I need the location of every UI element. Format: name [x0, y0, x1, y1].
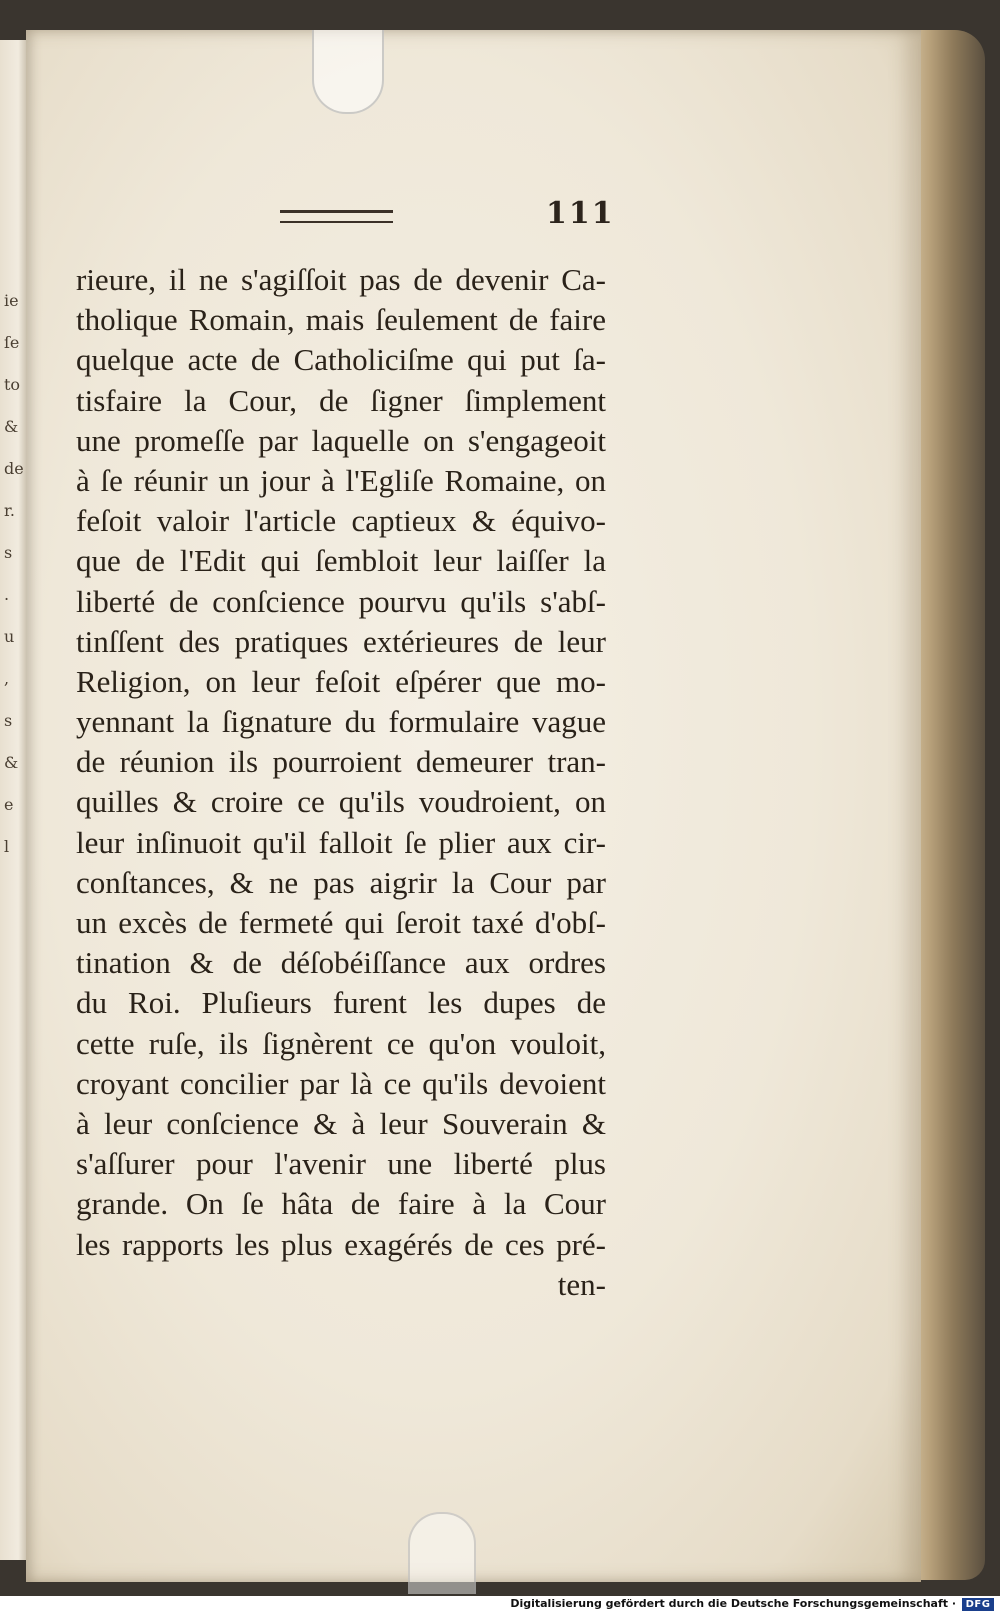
top-clip [312, 30, 384, 114]
text-line: de réunion ils pourroient demeurer tran- [76, 744, 606, 780]
page-number: 111 [546, 196, 615, 231]
left-page-fragments [4, 280, 24, 868]
left-page-fragment: e [4, 795, 14, 814]
left-page-fragment: & [4, 753, 19, 772]
text-line: grande. On ſe hâta de faire à la Cour [76, 1186, 606, 1222]
book-page [26, 30, 921, 1582]
text-line: à leur conſcience & à leur Souverain & [76, 1105, 606, 1141]
text-line: que de l'Edit qui ſembloit leur laiſſer la [76, 543, 606, 579]
text-line: cette ruſe, ils ſignèrent ce qu'on vouloit, [76, 1025, 606, 1061]
text-line: les rapports les plus exagérés de ces pré- [76, 1226, 606, 1262]
body-text [76, 260, 606, 1305]
text-line: tholique Romain, mais ſeulement de faire [76, 302, 606, 338]
funding-credit: Digitalisierung gefördert durch die Deutsche Forschungsgemeinschaft · [510, 1597, 956, 1610]
text-line: tination & de déſobéiſſance aux ordres [76, 945, 606, 981]
text-line: tisfaire la Cour, de ſigner ſimplement [76, 382, 606, 418]
text-line: un excès de fermeté qui ſeroit taxé d'obſ- [76, 905, 606, 940]
left-page-fragment: ie [4, 291, 19, 310]
text-line: feſoit valoir l'article captieux & équivo- [76, 503, 606, 539]
left-page-fragment: to [4, 375, 21, 394]
left-page-fragment: . [4, 585, 10, 604]
text-line: quelque acte de Catholiciſme qui put ſa- [76, 342, 606, 378]
header-rule [280, 210, 393, 223]
text-line: conſtances, & ne pas aigrir la Cour par [76, 864, 606, 900]
text-line: liberté de conſcience pourvu qu'ils s'abſ- [76, 583, 606, 619]
text-line: rieure, il ne s'agiſſoit pas de devenir Ca- [76, 262, 606, 297]
text-line: croyant concilier par là ce qu'ils devoient [76, 1065, 606, 1101]
left-page-fragment: s [4, 543, 13, 562]
left-page-fragment: r. [4, 501, 15, 520]
text-line: quilles & croire ce qu'ils voudroient, on [76, 784, 606, 820]
dfg-logo: DFG [962, 1598, 994, 1611]
left-page-edge [0, 40, 27, 1560]
left-page-fragment: de [4, 459, 24, 478]
text-line: à ſe réunir un jour à l'Egliſe Romaine, on [76, 462, 606, 498]
text-line: s'aſſurer pour l'avenir une liberté plus [76, 1146, 606, 1182]
left-page-fragment: s [4, 711, 13, 730]
left-page-fragment: ſe [4, 333, 20, 352]
left-page-fragment: & [4, 417, 19, 436]
text-line: tinſſent des pratiques extérieures de leur [76, 623, 606, 659]
text-line: du Roi. Pluſieurs furent les dupes de [76, 985, 606, 1021]
text-line: leur inſinuoit qu'il falloit ſe plier aux cir- [76, 824, 606, 860]
footer-bar [0, 1596, 1000, 1614]
left-page-fragment: , [4, 669, 10, 688]
catchword: ten- [557, 1266, 606, 1302]
left-page-fragment: u [4, 627, 15, 646]
bottom-clip [408, 1512, 476, 1594]
left-page-fragment: l [4, 837, 10, 856]
text-line: Religion, on leur feſoit eſpérer que mo- [76, 663, 606, 699]
text-line: yennant la ſignature du formulaire vague [76, 704, 606, 740]
text-line: une promeſſe par laquelle on s'engageoit [76, 422, 606, 458]
